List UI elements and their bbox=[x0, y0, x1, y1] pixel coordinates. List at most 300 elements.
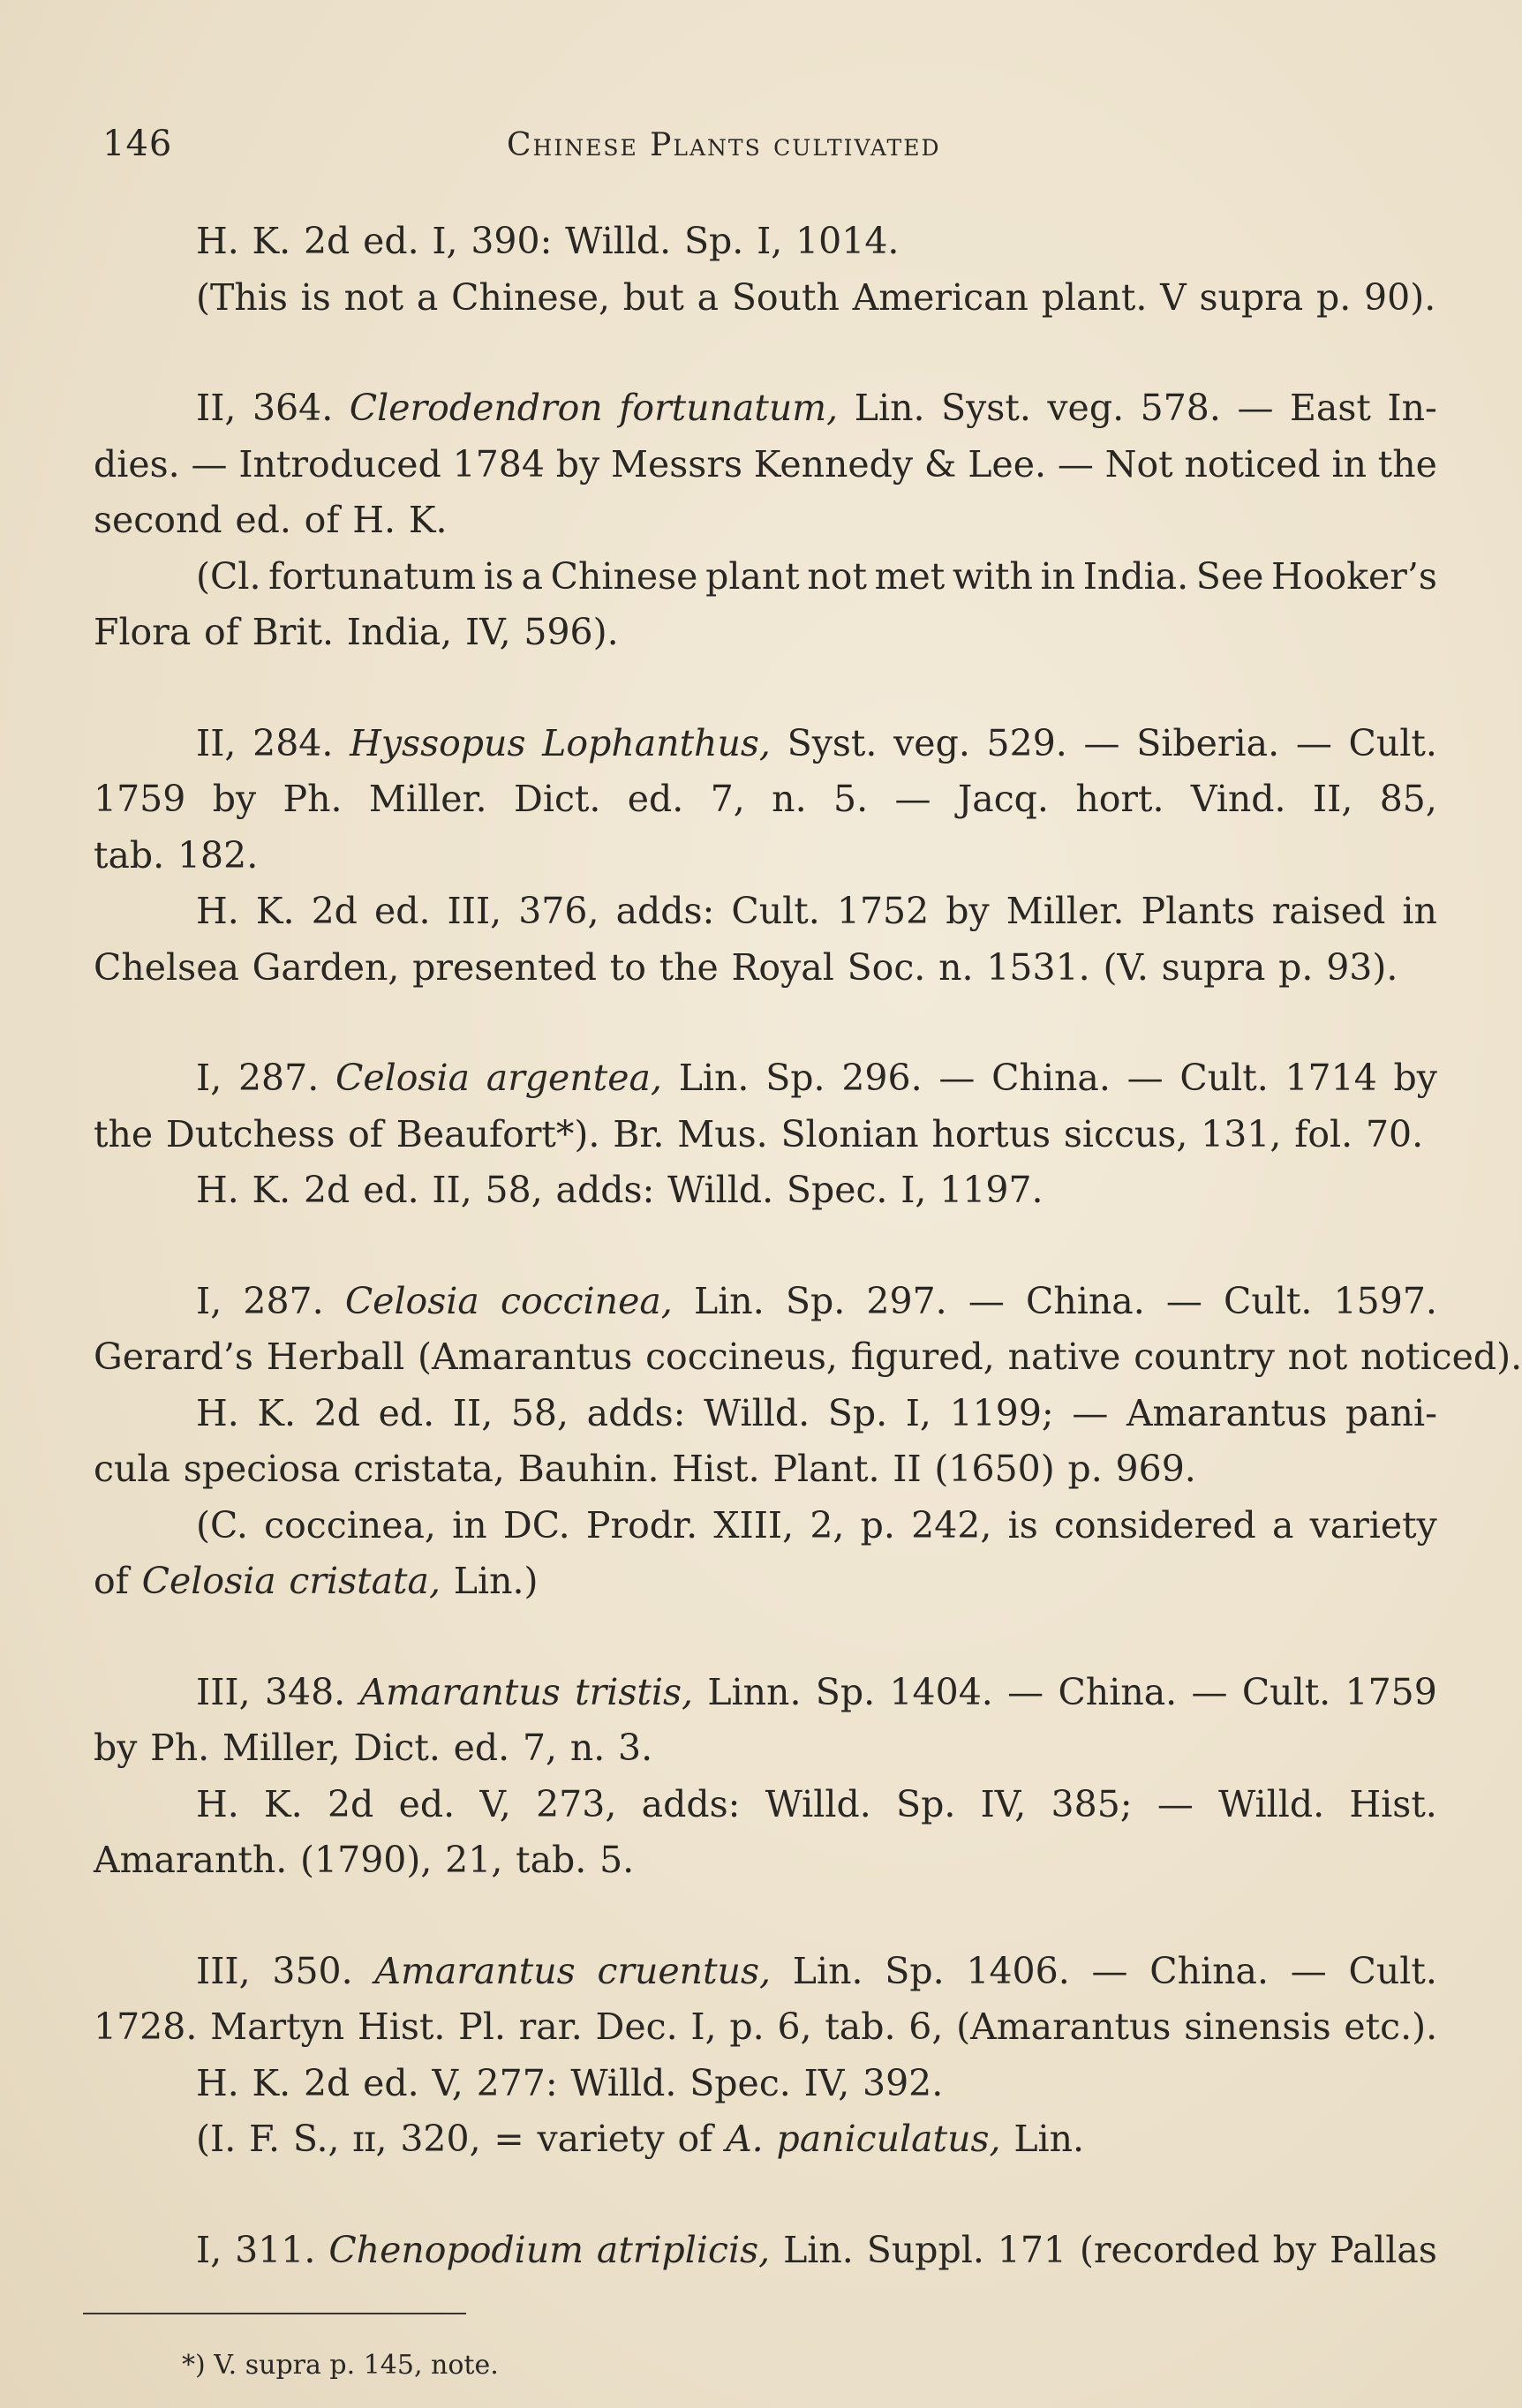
word: II, bbox=[452, 1391, 494, 1434]
word: Willd. bbox=[765, 1782, 871, 1825]
word: II, bbox=[432, 1169, 472, 1211]
word: 7, bbox=[522, 1727, 558, 1769]
word: 182. bbox=[177, 833, 259, 877]
word: Hyssopus bbox=[350, 721, 526, 764]
word: 297. bbox=[866, 1279, 947, 1322]
word: — bbox=[1290, 1949, 1327, 1992]
word: China. bbox=[1025, 1279, 1145, 1322]
word: rar. bbox=[518, 2005, 583, 2048]
word: 1597. bbox=[1333, 1279, 1437, 1322]
word: ed. bbox=[627, 778, 684, 820]
word: in bbox=[452, 1503, 487, 1546]
word: 1784 bbox=[452, 442, 545, 485]
word: Spec. bbox=[689, 2061, 791, 2104]
word: by bbox=[1393, 1057, 1437, 1099]
word: I, bbox=[900, 1169, 927, 1211]
word: — bbox=[1007, 1670, 1044, 1713]
text-line bbox=[94, 1720, 1437, 1777]
paragraph bbox=[94, 1944, 1437, 2168]
word: Cult. bbox=[1179, 1057, 1269, 1099]
word: coccinea, bbox=[264, 1503, 436, 1546]
text-line bbox=[94, 1329, 1522, 1386]
text-line bbox=[94, 1163, 1437, 1219]
word: of bbox=[348, 1112, 383, 1155]
word: is bbox=[483, 554, 514, 598]
word: the bbox=[1377, 442, 1437, 485]
word: Siberia. bbox=[1136, 721, 1280, 764]
word: Jacq. bbox=[957, 778, 1049, 820]
word: (Amarantus bbox=[418, 1336, 633, 1378]
word: See bbox=[1195, 554, 1264, 598]
word: Miller, bbox=[222, 1727, 341, 1769]
word: fortunatum, bbox=[619, 387, 839, 429]
word: Beaufort*). bbox=[396, 1112, 600, 1155]
word: atriplicis, bbox=[596, 2228, 771, 2271]
word: III, bbox=[196, 1670, 251, 1713]
text-line bbox=[94, 2223, 1437, 2279]
word: I, bbox=[432, 220, 458, 262]
word: Hist. bbox=[357, 2005, 446, 2048]
word: Lin.) bbox=[453, 1560, 539, 1602]
word: 1531. bbox=[986, 945, 1090, 989]
word: ed. bbox=[363, 2061, 419, 2104]
word: (Amarantus bbox=[956, 2005, 1172, 2048]
word: by bbox=[555, 442, 600, 485]
word: 350. bbox=[272, 1949, 353, 1992]
word: (1650) bbox=[934, 1448, 1055, 1490]
word: South bbox=[731, 275, 840, 319]
word: 6, bbox=[908, 2005, 944, 2048]
word: Syst. bbox=[787, 721, 878, 764]
word: Kennedy bbox=[753, 442, 914, 485]
word: to bbox=[609, 945, 646, 989]
word: Messrs bbox=[611, 442, 742, 485]
word: 5. bbox=[833, 778, 869, 820]
page-header bbox=[102, 124, 1435, 173]
word: a bbox=[521, 554, 543, 598]
word: hortus bbox=[931, 1112, 1051, 1155]
word: 277: bbox=[476, 2061, 558, 2104]
word: a bbox=[1271, 1503, 1294, 1546]
word: (recorded bbox=[1079, 2228, 1260, 2271]
text-line bbox=[94, 828, 1437, 884]
word: Lin. bbox=[783, 2228, 854, 2271]
word: Slonian bbox=[780, 1112, 919, 1155]
word: Lin. bbox=[1013, 2118, 1085, 2160]
word: is bbox=[1007, 1503, 1038, 1546]
text-line bbox=[94, 1274, 1437, 1330]
text-line bbox=[94, 716, 1437, 772]
word: Willd. bbox=[1218, 1782, 1325, 1825]
word: India. bbox=[1082, 554, 1189, 598]
word: fortunatum bbox=[268, 554, 477, 598]
word: III, bbox=[447, 890, 502, 932]
body-text bbox=[94, 214, 1522, 2278]
word: 2d bbox=[303, 220, 350, 262]
word: — bbox=[1237, 387, 1274, 429]
word: p. bbox=[1316, 275, 1352, 319]
word: 6, bbox=[777, 2005, 812, 2048]
word: American bbox=[852, 275, 1028, 319]
text-line bbox=[94, 771, 1437, 828]
word: figured, bbox=[850, 1336, 995, 1378]
word: China. bbox=[1149, 1949, 1270, 1992]
paragraph bbox=[94, 214, 1437, 326]
word: K. bbox=[252, 2061, 291, 2104]
word: noticed bbox=[1184, 442, 1321, 485]
word: 969. bbox=[1115, 1448, 1196, 1490]
word: Chinese, bbox=[451, 275, 610, 319]
word: of bbox=[677, 2118, 713, 2160]
word: is bbox=[300, 275, 331, 319]
word: In- bbox=[1387, 387, 1437, 429]
paragraph-gap bbox=[94, 661, 1437, 716]
text-line bbox=[94, 1386, 1437, 1442]
word: Lin. bbox=[792, 1949, 863, 1992]
word: Celosia bbox=[335, 1057, 471, 1099]
word: p. bbox=[729, 2005, 765, 2048]
word: K. bbox=[257, 1391, 297, 1434]
text-line bbox=[94, 270, 1437, 327]
word: 348. bbox=[264, 1670, 346, 1713]
word: China. bbox=[1058, 1670, 1178, 1713]
word: 2d bbox=[303, 2061, 350, 2104]
word: H. bbox=[196, 220, 239, 262]
word: Dec. bbox=[595, 2005, 678, 2048]
word: Syst. bbox=[941, 387, 1031, 429]
text-line bbox=[94, 1050, 1437, 1107]
word: — bbox=[1091, 1949, 1128, 1992]
word: not bbox=[807, 554, 867, 598]
word: 529. bbox=[986, 721, 1067, 764]
word: Sp. bbox=[683, 220, 744, 262]
paragraph-gap bbox=[94, 1889, 1437, 1944]
word: native bbox=[1007, 1336, 1121, 1378]
word: Amarantus bbox=[374, 1949, 576, 1992]
word: coccineus, bbox=[645, 1336, 838, 1378]
word: Royal bbox=[731, 945, 834, 989]
text-line bbox=[94, 605, 1437, 661]
word: Soc. bbox=[847, 945, 926, 989]
word: Sp. bbox=[815, 1670, 876, 1713]
word: H. bbox=[196, 890, 239, 932]
paragraph bbox=[94, 1665, 1437, 1889]
word: Dict. bbox=[353, 1727, 441, 1769]
text-line bbox=[94, 940, 1437, 997]
word: 385; bbox=[1051, 1782, 1133, 1825]
word: — bbox=[968, 1279, 1005, 1322]
word: of bbox=[304, 499, 340, 541]
word: Garden, bbox=[252, 945, 400, 989]
word: but bbox=[622, 275, 684, 319]
word: 1014. bbox=[795, 220, 900, 262]
text-line bbox=[94, 1665, 1437, 1721]
word: (Cl. bbox=[196, 554, 261, 598]
text-line bbox=[94, 493, 1437, 549]
word: p. bbox=[860, 1503, 895, 1546]
word: Lin. bbox=[678, 1057, 750, 1099]
word: adds: bbox=[641, 1782, 741, 1825]
word: 7, bbox=[710, 778, 745, 820]
text-line bbox=[94, 549, 1437, 606]
page-number: 146 bbox=[102, 124, 173, 164]
word: 2d bbox=[327, 1782, 374, 1825]
word: — bbox=[938, 1057, 976, 1099]
word: 392. bbox=[862, 2061, 944, 2104]
word: 90). bbox=[1364, 275, 1436, 319]
word: 287. bbox=[243, 1279, 324, 1322]
word: DC. bbox=[502, 1503, 570, 1546]
word: 1759 bbox=[94, 778, 186, 820]
word: Amarantus bbox=[359, 1670, 561, 1713]
word: 85, bbox=[1379, 778, 1437, 820]
word: dies. bbox=[94, 442, 180, 485]
word: 21, bbox=[445, 1839, 503, 1881]
word: I, bbox=[905, 1391, 931, 1434]
word: ed. bbox=[453, 1727, 510, 1769]
word: Miller. bbox=[1006, 890, 1125, 932]
word: the bbox=[659, 945, 719, 989]
word: Chelsea bbox=[94, 945, 239, 989]
word: of bbox=[94, 1560, 129, 1602]
word: IV, bbox=[803, 2061, 850, 2104]
word: — bbox=[1072, 1391, 1109, 1434]
word: 596). bbox=[524, 611, 619, 653]
word: with bbox=[952, 554, 1033, 598]
word: — bbox=[1191, 1670, 1228, 1713]
word: cula bbox=[94, 1448, 170, 1490]
word: country bbox=[1134, 1336, 1275, 1378]
word: variety bbox=[1309, 1503, 1437, 1546]
word: ed. bbox=[373, 890, 431, 932]
word: Celosia bbox=[344, 1279, 479, 1322]
word: ed. bbox=[398, 1782, 456, 1825]
word: Ph. bbox=[283, 778, 343, 820]
word: Hooker’s bbox=[1271, 554, 1437, 598]
word: 5. bbox=[599, 1839, 635, 1881]
word: & bbox=[923, 442, 957, 485]
word: K. bbox=[408, 499, 448, 541]
word: 70. bbox=[1365, 1112, 1424, 1155]
text-line bbox=[94, 1944, 1437, 2000]
word: Hist. bbox=[1349, 1782, 1437, 1825]
word: plant bbox=[705, 554, 800, 598]
word: 311. bbox=[235, 2228, 316, 2271]
word: plant. bbox=[1041, 275, 1148, 319]
word: I, bbox=[690, 2005, 717, 2048]
word: Willd. bbox=[704, 1391, 810, 1434]
word: (C. bbox=[196, 1503, 248, 1546]
word: China. bbox=[991, 1057, 1111, 1099]
paragraph bbox=[94, 1274, 1522, 1610]
word: 58, bbox=[485, 1169, 543, 1211]
word: II bbox=[893, 1448, 922, 1490]
word: V, bbox=[432, 2061, 463, 2104]
word: Willd. bbox=[667, 1169, 774, 1211]
word: considered bbox=[1053, 1503, 1256, 1546]
word: 1404. bbox=[889, 1670, 993, 1713]
word: Celosia bbox=[141, 1560, 276, 1602]
word: 131, bbox=[1201, 1112, 1282, 1155]
text-line bbox=[94, 1777, 1437, 1833]
word: Spec. bbox=[786, 1169, 888, 1211]
word: 1714 bbox=[1285, 1057, 1377, 1099]
word: p. bbox=[1278, 945, 1314, 989]
word: Willd. bbox=[565, 220, 672, 262]
word: Willd. bbox=[570, 2061, 677, 2104]
word: K. bbox=[264, 1782, 303, 1825]
word: Ph. bbox=[150, 1727, 210, 1769]
word: by bbox=[1272, 2228, 1317, 2271]
word: 2, bbox=[810, 1503, 845, 1546]
word: 390: bbox=[471, 220, 553, 262]
word: Bauhin. bbox=[517, 1448, 659, 1490]
word: Pl. bbox=[458, 2005, 506, 2048]
word: a bbox=[416, 275, 439, 319]
paragraph bbox=[94, 1050, 1437, 1219]
text-line bbox=[94, 1441, 1437, 1498]
footnote: *) V. supra p. 145, note. bbox=[182, 2350, 499, 2381]
word: — bbox=[1295, 721, 1332, 764]
word: ɪɪ, bbox=[352, 2118, 388, 2160]
word: 296. bbox=[841, 1057, 923, 1099]
word: S., bbox=[292, 2118, 340, 2160]
word: Miller. bbox=[368, 778, 487, 820]
text-line bbox=[94, 437, 1437, 493]
word: — bbox=[1165, 1279, 1202, 1322]
word: A. bbox=[726, 2118, 764, 2160]
text-line bbox=[94, 380, 1437, 437]
word: supra bbox=[1199, 275, 1304, 319]
paragraph bbox=[94, 716, 1437, 997]
word: 58, bbox=[510, 1391, 569, 1434]
word: coccinea, bbox=[500, 1279, 673, 1322]
word: Sp. bbox=[827, 1391, 888, 1434]
text-line bbox=[94, 1832, 1437, 1889]
word: adds: bbox=[586, 1391, 686, 1434]
word: n. bbox=[569, 1727, 606, 1769]
word: 578. bbox=[1140, 387, 1221, 429]
word: 273, bbox=[536, 1782, 617, 1825]
word: IV, bbox=[980, 1782, 1027, 1825]
running-title: Chinese Plants cultivated bbox=[507, 127, 941, 163]
word: — bbox=[1083, 721, 1120, 764]
word: Lin. bbox=[854, 387, 925, 429]
word: pani- bbox=[1345, 1391, 1437, 1434]
word: II, bbox=[1312, 778, 1353, 820]
word: XIII, bbox=[713, 1503, 795, 1546]
word: Chenopodium bbox=[328, 2228, 584, 2271]
paragraph-gap bbox=[94, 1219, 1437, 1274]
word: by bbox=[94, 1727, 138, 1769]
word: Clerodendron bbox=[349, 387, 603, 429]
word: Mus. bbox=[677, 1112, 768, 1155]
word: — bbox=[1157, 1782, 1194, 1825]
text-line bbox=[94, 1107, 1437, 1163]
word: Plant. bbox=[772, 1448, 880, 1490]
word: presented bbox=[412, 945, 597, 989]
text-line bbox=[94, 1999, 1437, 2056]
word: Introduced bbox=[238, 442, 441, 485]
word: Dict. bbox=[513, 778, 601, 820]
word: I, bbox=[196, 2228, 222, 2271]
word: 364. bbox=[252, 387, 334, 429]
word: Cult. bbox=[1348, 721, 1437, 764]
word: K. bbox=[252, 220, 291, 262]
word: Sp. bbox=[895, 1782, 956, 1825]
word: variety bbox=[537, 2118, 665, 2160]
word: = bbox=[494, 2118, 524, 2160]
word: 1759 bbox=[1345, 1670, 1437, 1713]
word: 284. bbox=[252, 721, 334, 764]
word: Amaranth. bbox=[94, 1839, 288, 1881]
word: Prodr. bbox=[585, 1503, 698, 1546]
word: supra bbox=[1161, 945, 1266, 989]
word: paniculatus, bbox=[776, 2118, 1001, 2160]
word: tab. bbox=[94, 833, 165, 877]
word: F. bbox=[248, 2118, 281, 2160]
word: in bbox=[1402, 890, 1437, 932]
word: cristata, bbox=[353, 1448, 505, 1490]
word: 1197. bbox=[939, 1169, 1044, 1211]
footnote-rule bbox=[83, 2313, 466, 2314]
text-line bbox=[94, 214, 1437, 270]
word: 1752 bbox=[836, 890, 930, 932]
word: speciosa bbox=[183, 1448, 341, 1490]
word: n. bbox=[772, 778, 807, 820]
word: — bbox=[1057, 442, 1094, 485]
word: adds: bbox=[615, 890, 715, 932]
word: Herball bbox=[266, 1336, 405, 1378]
word: Sp. bbox=[885, 1949, 945, 1992]
word: K. bbox=[255, 890, 295, 932]
word: II, bbox=[196, 387, 237, 429]
word: veg. bbox=[893, 721, 970, 764]
word: ed. bbox=[378, 1391, 435, 1434]
paragraph-gap bbox=[94, 1610, 1437, 1665]
word: noticed). bbox=[1360, 1336, 1522, 1378]
word: Plants bbox=[1141, 890, 1255, 932]
word: n. bbox=[938, 945, 974, 989]
word: I, bbox=[196, 1057, 222, 1099]
paragraph-gap bbox=[94, 996, 1437, 1050]
word: tab. bbox=[825, 2005, 896, 2048]
word: ed. bbox=[363, 220, 419, 262]
word: argentea, bbox=[486, 1057, 662, 1099]
word: K. bbox=[252, 1169, 291, 1211]
word: — bbox=[1126, 1057, 1164, 1099]
word: Lin. bbox=[693, 1279, 765, 1322]
word: (This bbox=[196, 275, 288, 319]
word: H. bbox=[196, 1169, 239, 1211]
word: 2d bbox=[313, 1391, 361, 1434]
word: cristata, bbox=[289, 1560, 441, 1602]
word: Linn. bbox=[707, 1670, 802, 1713]
word: Sp. bbox=[765, 1057, 825, 1099]
word: 1728. bbox=[94, 2005, 198, 2048]
word: 2d bbox=[311, 890, 358, 932]
word: not bbox=[1287, 1336, 1348, 1378]
word: adds: bbox=[555, 1169, 655, 1211]
text-line bbox=[94, 2111, 1437, 2168]
word: Martyn bbox=[210, 2005, 345, 2048]
word: H. bbox=[352, 499, 396, 541]
word: I, bbox=[196, 1279, 222, 1322]
paragraph-gap bbox=[94, 2168, 1437, 2223]
word: in bbox=[1040, 554, 1076, 598]
word: I, bbox=[757, 220, 783, 262]
word: raised bbox=[1271, 890, 1386, 932]
